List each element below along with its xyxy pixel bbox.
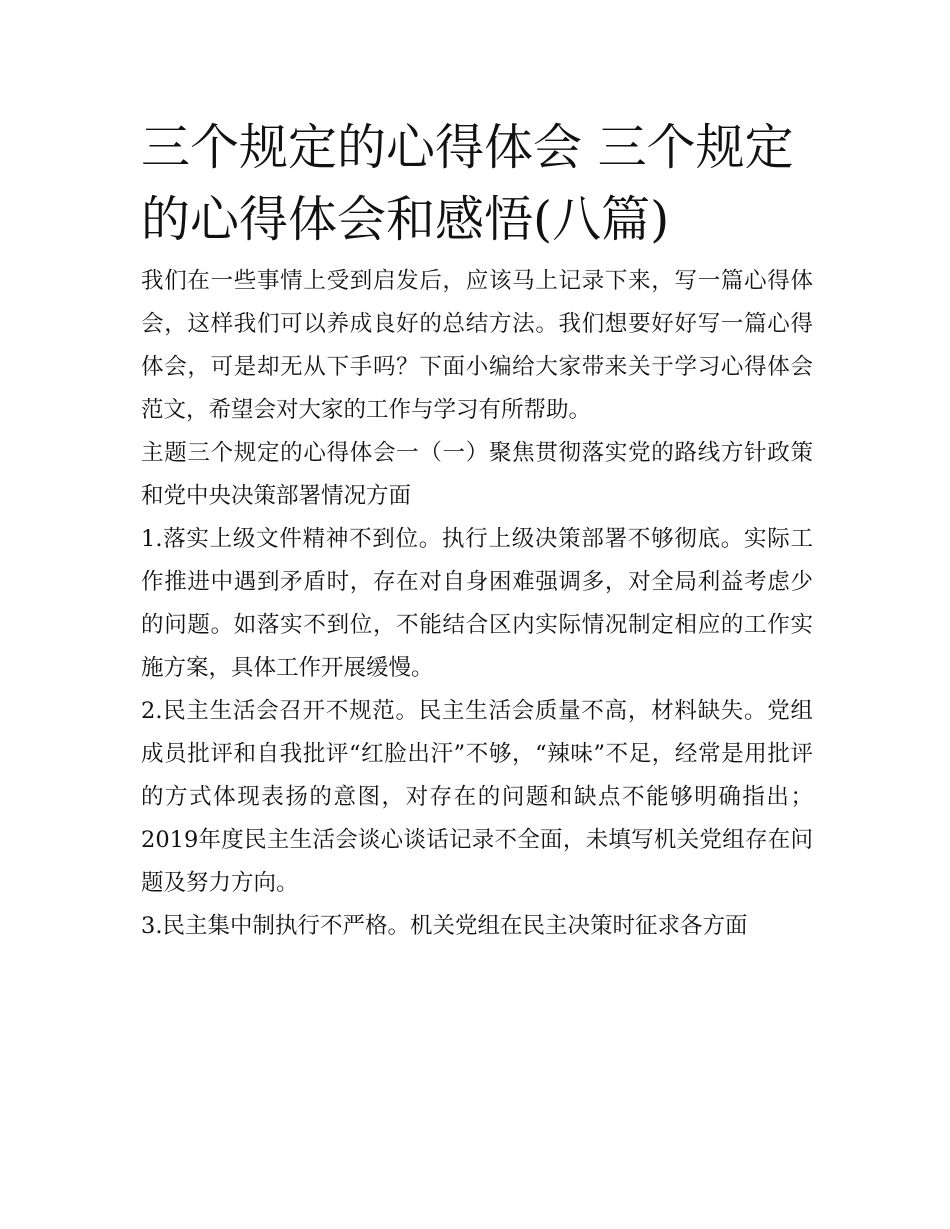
paragraph-section-heading: 主题三个规定的心得体会一（一）聚焦贯彻落实党的路线方针政策和党中央决策部署情况方面 [141, 440, 813, 509]
paragraph-item-2: 2.民主生活会召开不规范。民主生活会质量不高，材料缺失。党组成员批评和自我批评“红脸出汗”不够，“辣味”不足，经常是用批评的方式体现表扬的意图，对存在的问题和缺点不能够明确指出；2019年度民主生活会谈心谈话记录不全面，未填写机关党组存在问题及努力方向。 [141, 698, 813, 896]
document-page [141, 112, 813, 948]
paragraph-intro: 我们在一些事情上受到启发后，应该马上记录下来，写一篇心得体会，这样我们可以养成良好的总结方法。我们想要好好写一篇心得体会，可是却无从下手吗？下面小编给大家带来关于学习心得体会范文，希望会对大家的工作与学习有所帮助。 [141, 268, 813, 423]
paragraph-item-1: 1.落实上级文件精神不到位。执行上级决策部署不够彻底。实际工作推进中遇到矛盾时，存在对自身困难强调多，对全局利益考虑少的问题。如落实不到位，不能结合区内实际情况制定相应的工作实施方案，具体工作开展缓慢。 [141, 526, 813, 681]
document-title: 三个规定的心得体会 三个规定的心得体会和感悟(八篇) [141, 119, 794, 248]
paragraph-item-3: 3.民主集中制执行不严格。机关党组在民主决策时征求各方面 [141, 913, 748, 939]
